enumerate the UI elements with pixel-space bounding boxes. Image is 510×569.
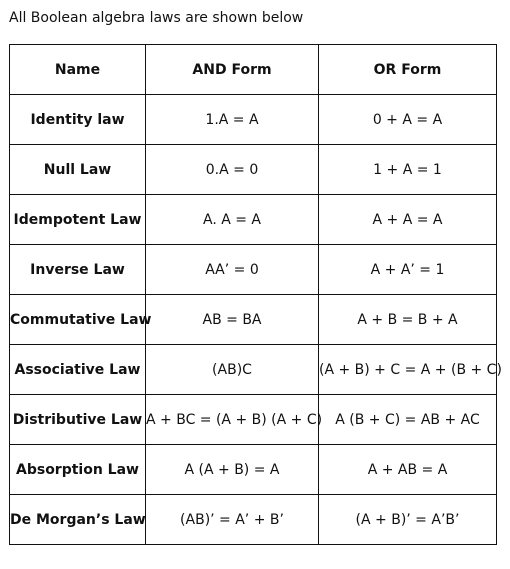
and-form-cell: A. A = A: [146, 195, 319, 245]
or-form-cell: A + B = B + A: [319, 295, 497, 345]
table-row: [10, 445, 497, 495]
and-form-cell: (AB)C: [146, 345, 319, 395]
or-form-cell: 0 + A = A: [319, 95, 497, 145]
or-form-cell: A + AB = A: [319, 445, 497, 495]
or-form-cell: A + A = A: [319, 195, 497, 245]
law-name: Commutative Law: [10, 295, 146, 345]
table-row: [10, 345, 497, 395]
law-name: Identity law: [10, 95, 146, 145]
header-name: Name: [10, 45, 146, 95]
law-name: Absorption Law: [10, 445, 146, 495]
or-form-cell: A + A’ = 1: [319, 245, 497, 295]
and-form-cell: A + BC = (A + B) (A + C): [146, 395, 319, 445]
table-row: [10, 245, 497, 295]
table-row: [10, 195, 497, 245]
and-form-cell: 0.A = 0: [146, 145, 319, 195]
header-row: [10, 45, 497, 95]
or-form-cell: 1 + A = 1: [319, 145, 497, 195]
or-form-cell: (A + B)’ = A’B’: [319, 495, 497, 545]
header-or-form: OR Form: [319, 45, 497, 95]
and-form-cell: (AB)’ = A’ + B’: [146, 495, 319, 545]
law-name: De Morgan’s Law: [10, 495, 146, 545]
law-name: Idempotent Law: [10, 195, 146, 245]
table-row: [10, 295, 497, 345]
law-name: Associative Law: [10, 345, 146, 395]
and-form-cell: AB = BA: [146, 295, 319, 345]
law-name: Distributive Law: [10, 395, 146, 445]
and-form-cell: A (A + B) = A: [146, 445, 319, 495]
law-name: Null Law: [10, 145, 146, 195]
table-row: [10, 395, 497, 445]
table-row: [10, 495, 497, 545]
intro-text: All Boolean algebra laws are shown below: [9, 10, 304, 26]
table-row: [10, 145, 497, 195]
and-form-cell: 1.A = A: [146, 95, 319, 145]
law-name: Inverse Law: [10, 245, 146, 295]
boolean-laws-table: [9, 44, 502, 545]
table-row: [10, 95, 497, 145]
header-and-form: AND Form: [146, 45, 319, 95]
or-form-cell: A (B + C) = AB + AC: [319, 395, 497, 445]
and-form-cell: AA’ = 0: [146, 245, 319, 295]
or-form-cell: (A + B) + C = A + (B + C): [319, 345, 497, 395]
